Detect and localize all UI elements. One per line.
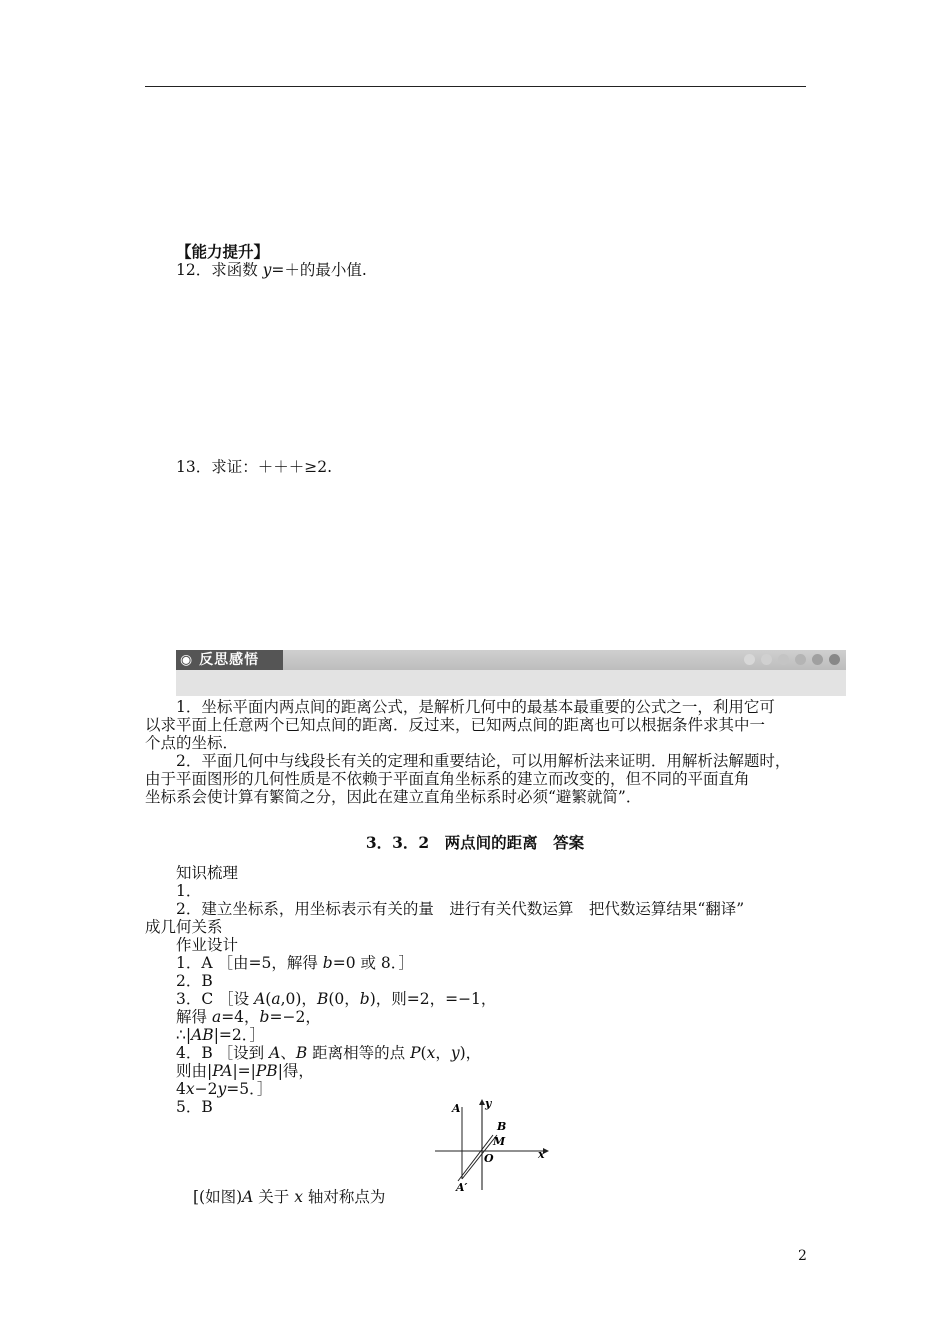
- hw-answer-3-line2: 解得 a=4，b=−2，: [176, 1008, 321, 1026]
- label-B: B: [497, 1120, 507, 1133]
- question-13: 13．求证：＋＋＋≥2.: [176, 458, 332, 476]
- reflection-p2-line1: 2．平面几何中与线段长有关的定理和重要结论，可以用解析法来证明．用解析法解题时，: [176, 752, 791, 770]
- answer-2-line1: 2．建立坐标系，用坐标表示有关的量 进行有关代数运算 把代数运算结果“翻译”: [176, 900, 745, 918]
- label-A: A: [452, 1102, 461, 1115]
- zhishi-heading: 知识梳理: [176, 864, 239, 882]
- label-x: x: [538, 1148, 545, 1161]
- banner-dots: [744, 654, 840, 666]
- hw-answer-4-line3: 4x−2y=5．］: [176, 1080, 273, 1098]
- banner-dot: [744, 654, 755, 665]
- page-number: 2: [798, 1248, 807, 1264]
- header-rule: [145, 86, 806, 87]
- reflection-banner: [176, 650, 846, 696]
- banner-dot: [829, 654, 840, 665]
- coordinate-figure: [425, 1095, 555, 1195]
- hw-answer-2: 2．B: [176, 972, 213, 990]
- label-O: O: [484, 1152, 494, 1165]
- label-M: M: [493, 1135, 506, 1148]
- hw-answer-1: 1．A ［由=5，解得 b=0 或 8．］: [176, 954, 415, 972]
- answer-2-line2: 成几何关系: [145, 918, 223, 936]
- label-A-prime: A′: [456, 1181, 468, 1194]
- hw-answer-3-line3: ∴|AB|=2．］: [176, 1026, 266, 1044]
- hw-answer-3-line1: 3．C ［设 A(a,0)，B(0，b)，则=2，=−1，: [176, 990, 497, 1008]
- banner-dot: [795, 654, 806, 665]
- answer-1: 1．: [176, 882, 202, 900]
- banner-dot: [812, 654, 823, 665]
- question-12: 12．求函数 y=＋的最小值.: [176, 261, 367, 279]
- hw-answer-4-line1: 4．B ［设到 A、B 距离相等的点 P(x，y)，: [176, 1044, 482, 1062]
- banner-label: ◉ 反思感悟: [176, 650, 283, 670]
- reflection-p1-line2: 以求平面上任意两个已知点间的距离．反过来，已知两点间的距离也可以根据条件求其中一: [145, 716, 766, 734]
- hw-answer-5: 5．B: [176, 1098, 213, 1116]
- reflection-p1-line1: 1．坐标平面内两点间的距离公式，是解析几何中的最基本最重要的公式之一，利用它可: [176, 698, 775, 716]
- banner-dot: [761, 654, 772, 665]
- label-y: y: [485, 1097, 492, 1110]
- reflection-p2-line2: 由于平面图形的几何性质是不依赖于平面直角坐标系的建立而改变的，但不同的平面直角: [145, 770, 750, 788]
- zuoye-heading: 作业设计: [176, 936, 239, 954]
- hw-answer-4-line2: 则由|PA|=|PB|得，: [176, 1062, 314, 1080]
- banner-dot: [778, 654, 789, 665]
- reflection-p1-line3: 个点的坐标．: [145, 734, 239, 752]
- hw-answer-5-note: [(如图)A 关于 x 轴对称点为: [193, 1188, 386, 1206]
- section-heading-ability: 【能力提升】: [176, 242, 270, 261]
- reflection-p2-line3: 坐标系会使计算有繁简之分，因此在建立直角坐标系时必须“避繁就简”．: [145, 788, 642, 806]
- answer-title: 3．3．2 两点间的距离 答案: [365, 833, 585, 852]
